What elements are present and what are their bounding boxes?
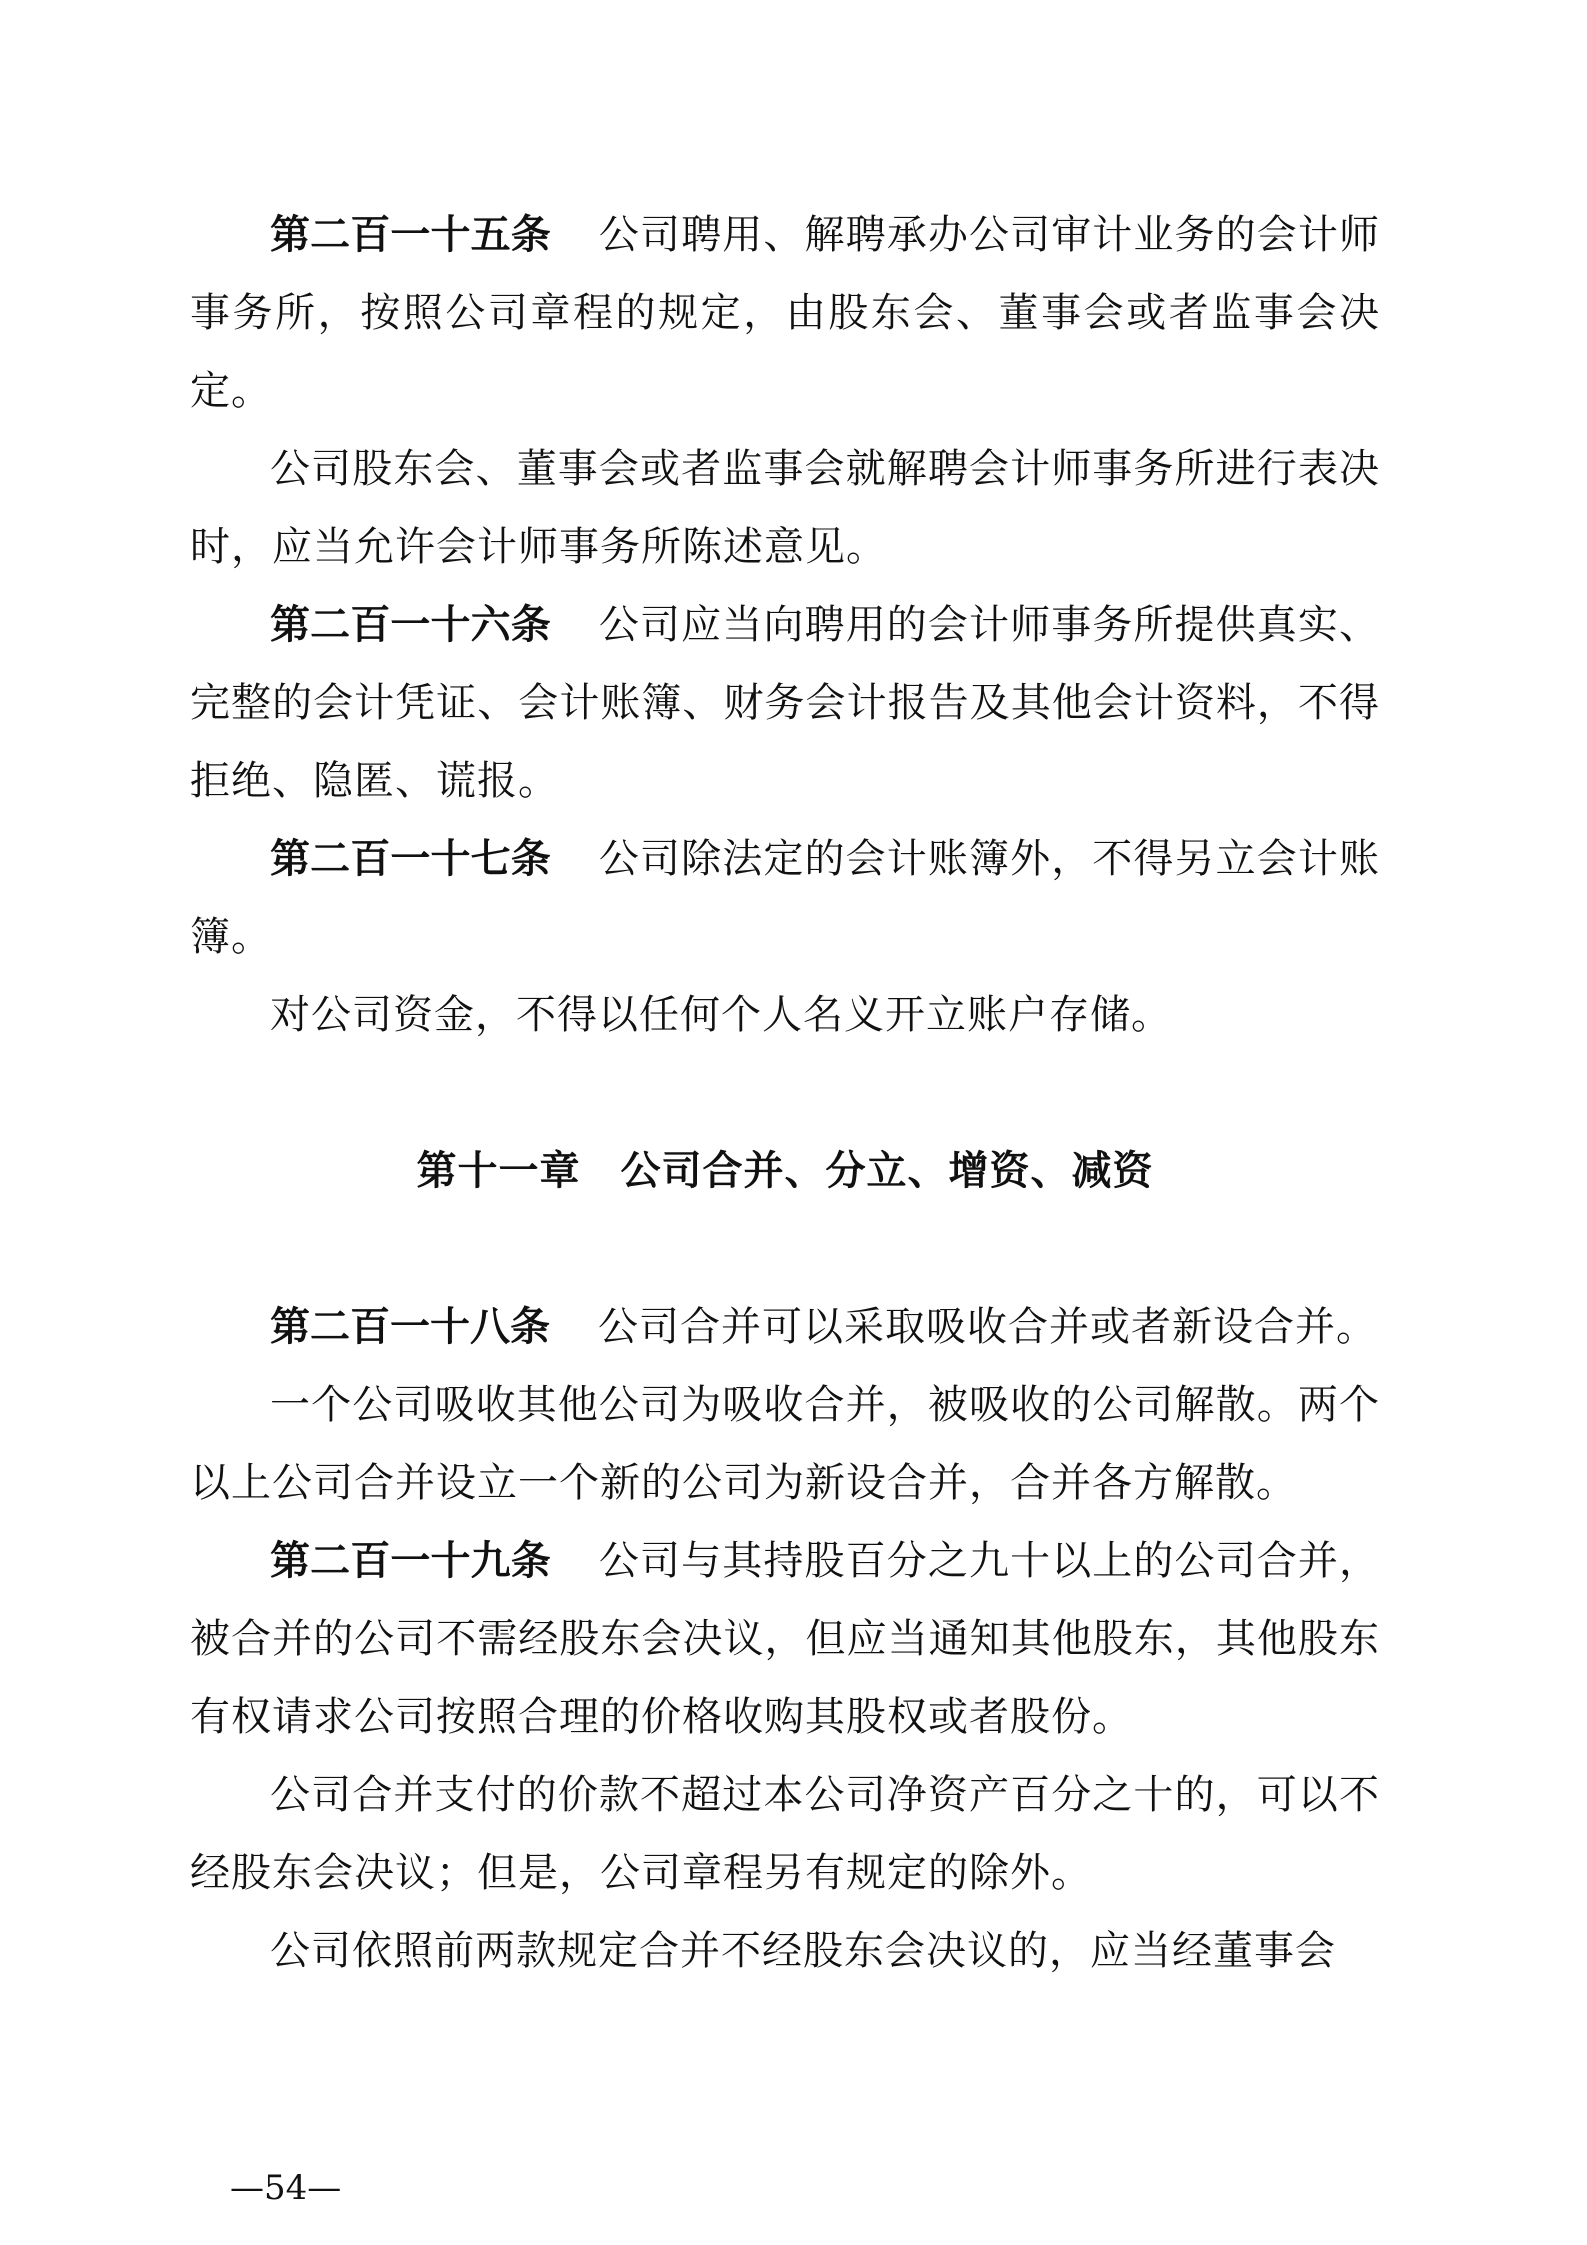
paragraph: 对公司资金，不得以任何个人名义开立账户存储。 <box>270 992 1172 1038</box>
page-number: —54— <box>230 2168 342 2208</box>
article-218 <box>190 1288 1380 1366</box>
chapter-heading <box>190 1054 1380 1288</box>
article-text: 公司合并可以采取吸收合并或者新设合并。 <box>598 1304 1377 1350</box>
article-heading: 第二百一十九条 <box>270 1538 551 1584</box>
article-heading: 第二百一十六条 <box>270 602 551 648</box>
article-text: 公司除法定的会计账簿外，不得另立会计账簿。 <box>190 836 1381 960</box>
chapter-title: 公司合并、分立、增资、减资 <box>620 1148 1154 1194</box>
article-text: 公司与其持股百分之九十以上的公司合并，被合并的公司不需经股东会决议，但应当通知其他股东，其他股东有权请求公司按照合理的价格收购其股权或者股份。 <box>190 1538 1381 1740</box>
article-heading: 第二百一十八条 <box>270 1304 550 1350</box>
paragraph: 公司依照前两款规定合并不经股东会决议的，应当经董事会 <box>270 1928 1336 1974</box>
article-215 <box>190 196 1380 430</box>
article-219 <box>190 1522 1380 1756</box>
article-216 <box>190 586 1380 820</box>
article-heading: 第二百一十七条 <box>270 836 551 882</box>
article-heading: 第二百一十五条 <box>270 212 551 258</box>
document-body <box>190 196 1380 1990</box>
paragraph: 一个公司吸收其他公司为吸收合并，被吸收的公司解散。两个以上公司合并设立一个新的公司为新设合并，合并各方解散。 <box>190 1382 1380 1506</box>
article-text: 公司应当向聘用的会计师事务所提供真实、完整的会计凭证、会计账簿、财务会计报告及其他会计资料，不得拒绝、隐匿、谎报。 <box>190 602 1381 804</box>
article-217 <box>190 820 1380 976</box>
chapter-number: 第十一章 <box>416 1148 581 1194</box>
article-text: 公司聘用、解聘承办公司审计业务的会计师事务所，按照公司章程的规定，由股东会、董事会或者监事会决定。 <box>190 212 1381 414</box>
paragraph: 公司合并支付的价款不超过本公司净资产百分之十的，可以不经股东会决议；但是，公司章程另有规定的除外。 <box>190 1772 1380 1896</box>
paragraph: 公司股东会、董事会或者监事会就解聘会计师事务所进行表决时，应当允许会计师事务所陈述意见。 <box>190 446 1380 570</box>
